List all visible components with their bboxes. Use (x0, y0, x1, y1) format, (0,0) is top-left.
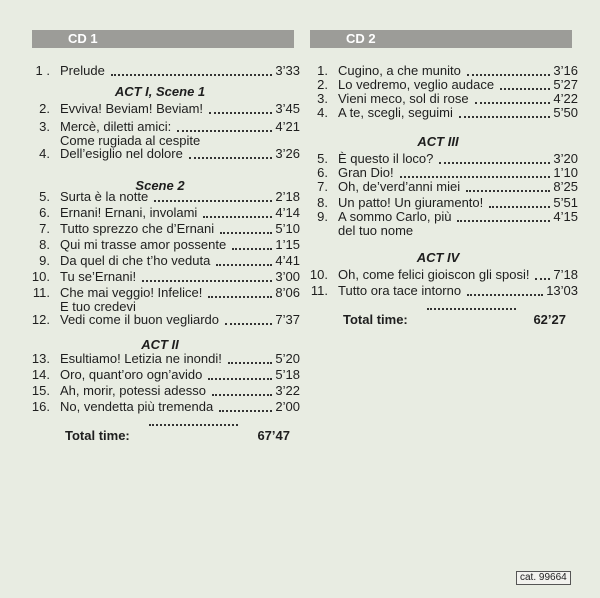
track-row (308, 180, 578, 194)
track-leader-dots (467, 72, 550, 76)
track-duration: 4’15 (553, 209, 578, 224)
track-title: Qui mi trasse amor possente (60, 237, 227, 252)
track-leader-dots (154, 198, 272, 202)
cd1-label: CD 1 (68, 31, 98, 46)
track-leader-dots (209, 110, 272, 114)
track-title: No, vendetta più tremenda (60, 399, 214, 414)
track-leader-dots (466, 188, 550, 192)
track-duration: 5’20 (275, 351, 300, 366)
track-title: Che mai veggio! Infelice! (60, 285, 203, 300)
track-row (308, 106, 578, 120)
track-row (308, 284, 578, 298)
track-duration: 3’16 (553, 63, 578, 78)
track-row (308, 166, 578, 180)
track-row (30, 64, 300, 78)
track-row (30, 238, 300, 252)
track-leader-dots (203, 214, 272, 218)
track-row (30, 270, 300, 284)
track-number: 1. (317, 63, 328, 78)
track-title: Esultiamo! Letizia ne inondi! (60, 351, 222, 366)
track-row (30, 352, 300, 366)
track-duration: 5’50 (553, 105, 578, 120)
cd1-total-leader (149, 422, 238, 426)
track-duration: 7’18 (553, 267, 578, 282)
track-duration: 2’00 (275, 399, 300, 414)
track-number: 10. (309, 267, 328, 282)
track-leader-dots (232, 246, 272, 250)
track-title: È questo il loco? (338, 151, 434, 166)
track-title: Da quel di che t’ho veduta (60, 253, 211, 268)
cd1-total-value: 67’47 (257, 428, 290, 443)
track-row (308, 209, 578, 238)
track-row (308, 64, 578, 78)
track-duration: 13’03 (546, 283, 578, 298)
track-title: Oh, de’verd’anni miei (338, 179, 461, 194)
track-duration: 5’27 (553, 77, 578, 92)
cd2-total-label: Total time: (343, 312, 408, 327)
track-row (30, 313, 300, 327)
track-leader-dots (475, 100, 550, 104)
track-duration: 3’20 (553, 151, 578, 166)
track-number: 13. (31, 351, 50, 366)
track-row (30, 384, 300, 398)
track-duration: 8’06 (275, 285, 300, 300)
track-duration: 7’37 (275, 312, 300, 327)
cd2-header (310, 30, 572, 48)
track-duration: 5’51 (553, 195, 578, 210)
track-title: Tutto sprezzo che d’Ernani (60, 221, 215, 236)
track-leader-dots (228, 360, 272, 364)
track-leader-dots (142, 278, 272, 282)
track-title: Cugino, a che munito (338, 63, 461, 78)
track-row (308, 92, 578, 106)
track-title: Surta è la notte (60, 189, 149, 204)
cd1-total-label: Total time: (65, 428, 130, 443)
act-1-heading: ACT I, Scene 1 (114, 84, 206, 99)
track-number: 3. (317, 91, 328, 106)
act-2-heading: ACT II (141, 337, 179, 352)
act-3-heading: ACT III (417, 134, 459, 149)
track-duration: 4’41 (275, 253, 300, 268)
track-duration: 1’10 (553, 165, 578, 180)
track-title: Oh, come felici gioiscon gli sposi! (338, 267, 530, 282)
track-title: Gran Dio! (338, 165, 394, 180)
track-title: Tu se’Ernani! (60, 269, 137, 284)
track-duration: 4’14 (275, 205, 300, 220)
track-row (30, 206, 300, 220)
track-row (30, 368, 300, 382)
catalog-number: cat. 99664 (516, 571, 571, 585)
track-row (30, 222, 300, 236)
scene-2-heading: Scene 2 (135, 178, 185, 193)
track-number: 15. (31, 383, 50, 398)
track-leader-dots (208, 294, 272, 298)
track-duration: 4’22 (553, 91, 578, 106)
act-4-heading: ACT IV (416, 250, 460, 265)
track-leader-dots (111, 72, 272, 76)
cd1-header (32, 30, 294, 48)
track-row (30, 119, 300, 148)
track-title: Lo vedremo, veglio audace (338, 77, 495, 92)
track-leader-dots (467, 292, 543, 296)
track-leader-dots (219, 408, 272, 412)
track-row (308, 152, 578, 166)
track-leader-dots (500, 86, 550, 90)
track-title: Prelude (60, 63, 105, 78)
track-leader-dots (489, 204, 550, 208)
track-leader-dots (208, 376, 272, 380)
track-number: 11. (310, 283, 328, 298)
track-number: 5. (317, 151, 328, 166)
track-duration: 3’45 (275, 101, 300, 116)
track-title: Vieni meco, sol di rose (338, 91, 469, 106)
track-row (30, 400, 300, 414)
track-title: Un patto! Un giuramento! (338, 195, 484, 210)
track-row (30, 254, 300, 268)
track-number: 6. (317, 165, 328, 180)
track-number: 7. (39, 221, 50, 236)
track-title: Vedi come il buon vegliardo (60, 312, 219, 327)
track-duration: 5’18 (275, 367, 300, 382)
track-number: 8. (317, 195, 328, 210)
track-number: 10. (31, 269, 50, 284)
track-leader-dots (212, 392, 272, 396)
track-number: 7. (317, 179, 328, 194)
track-title: Mercè, diletti amici: (60, 119, 172, 134)
track-leader-dots (225, 321, 272, 325)
track-number: 4. (317, 105, 328, 120)
track-title: A te, scegli, seguimi (338, 105, 453, 120)
track-duration: 1’15 (275, 237, 300, 252)
track-number: 3. (39, 119, 50, 134)
track-title: Oro, quant’oro ogn’avido (60, 367, 203, 382)
track-leader-dots (459, 114, 550, 118)
track-number: 11. (32, 285, 50, 300)
track-leader-dots (457, 218, 550, 222)
track-leader-dots (189, 155, 272, 159)
track-duration: 5’10 (275, 221, 300, 236)
track-title: Ah, morir, potessi adesso (60, 383, 206, 398)
track-duration: 4’21 (275, 119, 300, 134)
track-leader-dots (400, 174, 550, 178)
track-row (30, 190, 300, 204)
track-row (308, 78, 578, 92)
track-title-continued: del tuo nome (338, 223, 414, 238)
track-number: 1 . (35, 63, 50, 78)
track-title: Dell’esiglio nel dolore (60, 146, 183, 161)
track-number: 9. (39, 253, 50, 268)
track-title-continued: E tuo credevi (60, 299, 136, 314)
track-number: 5. (39, 189, 50, 204)
track-title: Ernani! Ernani, involami (60, 205, 198, 220)
track-duration: 8’25 (553, 179, 578, 194)
track-row (30, 147, 300, 161)
track-number: 9. (317, 209, 328, 224)
track-title: A sommo Carlo, più (338, 209, 452, 224)
track-duration: 3’26 (275, 146, 300, 161)
track-number: 14. (31, 367, 50, 382)
track-title: Evviva! Beviam! Beviam! (60, 101, 204, 116)
cd2-label: CD 2 (346, 31, 376, 46)
track-leader-dots (177, 128, 272, 132)
track-number: 2. (39, 101, 50, 116)
track-number: 12. (31, 312, 50, 327)
track-leader-dots (220, 230, 272, 234)
track-title-continued: Come rugiada al cespite (60, 133, 201, 148)
track-leader-dots (439, 160, 550, 164)
cd2-total-leader (427, 306, 516, 310)
track-title: Tutto ora tace intorno (338, 283, 462, 298)
track-leader-dots (535, 276, 550, 280)
track-duration: 3’22 (275, 383, 300, 398)
track-number: 16. (31, 399, 50, 414)
track-duration: 3’33 (275, 63, 300, 78)
track-row (30, 285, 300, 314)
track-duration: 2’18 (275, 189, 300, 204)
cd2-total-value: 62’27 (533, 312, 566, 327)
track-row (308, 268, 578, 282)
track-number: 8. (39, 237, 50, 252)
track-number: 4. (39, 146, 50, 161)
track-duration: 3’00 (275, 269, 300, 284)
track-number: 6. (39, 205, 50, 220)
track-leader-dots (216, 262, 272, 266)
track-row (30, 102, 300, 116)
track-number: 2. (317, 77, 328, 92)
track-row (308, 196, 578, 210)
